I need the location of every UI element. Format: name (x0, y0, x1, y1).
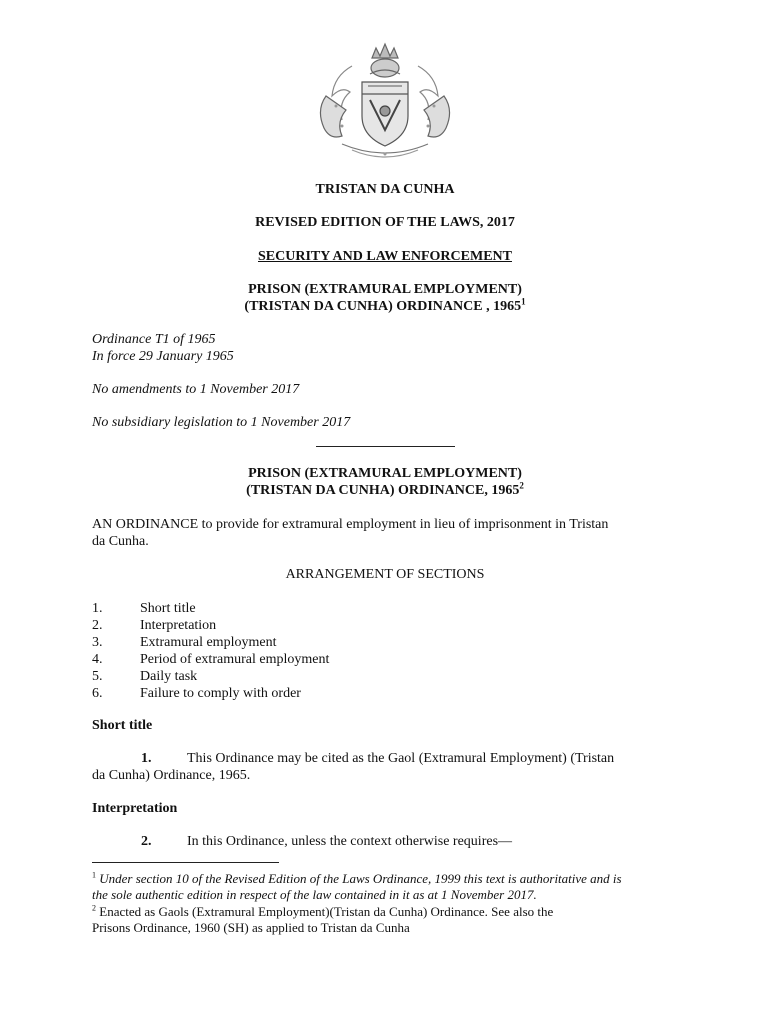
footnote-1-line1 (92, 871, 692, 887)
footnote-ref-1[interactable]: 1 (521, 296, 526, 307)
section-label: Short title (140, 601, 196, 616)
footnote-text: Under section 10 of the Revised Edition of the Laws Ordinance, 1999 this text is authoritative and is (99, 871, 622, 886)
footnote-marker: 1 (92, 870, 96, 880)
section1-text: This Ordinance may be cited as the Gaol (Extramural Employment) (Tristan (187, 751, 615, 766)
section-number: 4. (92, 652, 103, 667)
footnote-text: Enacted as Gaols (Extramural Employment)(Tristan da Cunha) Ordinance. See also the (99, 904, 554, 919)
section-label: Extramural employment (140, 635, 277, 650)
coat-of-arms-crest (312, 36, 458, 164)
ordinance-title-line2: (TRISTAN DA CUNHA) ORDINANCE , 1965$^1$ (244, 296, 526, 314)
ordinance-number: Ordinance T1 of 1965 (92, 332, 216, 347)
edition-heading: REVISED EDITION OF THE LAWS, 2017 (255, 215, 515, 230)
section2-number: 2. (141, 834, 152, 849)
category-heading: SECURITY AND LAW ENFORCEMENT (258, 249, 512, 264)
section-number: 1. (92, 601, 103, 616)
section1-heading: Short title (92, 718, 153, 733)
territory-heading: TRISTAN DA CUNHA (315, 182, 455, 197)
footnote-marker: 2 (92, 903, 96, 913)
separator-rule (316, 446, 455, 447)
section2-text: In this Ordinance, unless the context otherwise requires— (187, 834, 513, 849)
section-number: 2. (92, 618, 103, 633)
body-title-line2: (TRISTAN DA CUNHA) ORDINANCE, 1965$^2$ (246, 480, 524, 498)
section-label: Interpretation (140, 618, 217, 633)
section2-text-line (141, 834, 512, 850)
section-number: 3. (92, 635, 103, 650)
footnote-ref-2[interactable]: 2 (519, 480, 524, 491)
section1-text-line2: da Cunha) Ordinance, 1965. (92, 768, 251, 783)
ordinance-title-line1: PRISON (EXTRAMURAL EMPLOYMENT) (248, 282, 522, 297)
section1-text-line1 (141, 751, 614, 767)
section-label: Failure to comply with order (140, 686, 301, 701)
section-number: 5. (92, 669, 103, 684)
footnote-2-line1 (92, 904, 692, 920)
section-label: Period of extramural employment (140, 652, 330, 667)
arrangement-heading: ARRANGEMENT OF SECTIONS (285, 567, 485, 582)
footnote-2 (92, 904, 692, 936)
section-number: 6. (92, 686, 103, 701)
section2-heading: Interpretation (92, 801, 178, 816)
amendments-note: No amendments to 1 November 2017 (92, 382, 300, 397)
preamble-line1: AN ORDINANCE to provide for extramural employment in lieu of imprisonment in Tristan (92, 517, 609, 532)
footnote-1-line2: the sole authentic edition in respect of the law contained in it as at 1 November 2017. (92, 887, 537, 902)
preamble-line2: da Cunha. (92, 534, 149, 549)
body-title-line1: PRISON (EXTRAMURAL EMPLOYMENT) (248, 466, 522, 481)
section-label: Daily task (140, 669, 198, 684)
footnote-rule (92, 862, 279, 863)
in-force-date: In force 29 January 1965 (92, 349, 234, 364)
subsidiary-note: No subsidiary legislation to 1 November 2017 (92, 415, 351, 430)
footnote-2-line2: Prisons Ordinance, 1960 (SH) as applied to Tristan da Cunha (92, 920, 410, 935)
footnote-1 (92, 871, 692, 903)
section1-number: 1. (141, 751, 152, 766)
